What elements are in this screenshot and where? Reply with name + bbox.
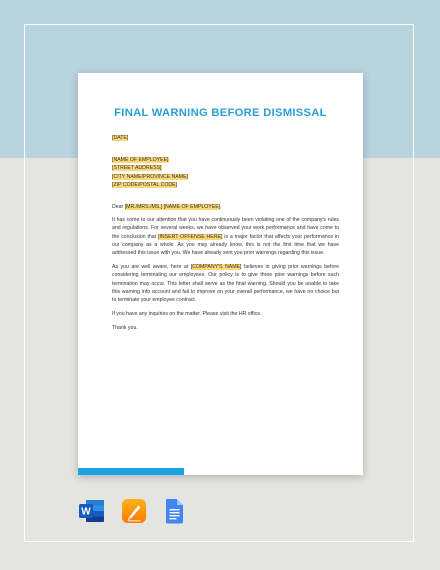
address-line bbox=[112, 173, 339, 181]
document-title: FINAL WARNING BEFORE DISMISSAL bbox=[114, 107, 327, 119]
paragraph-3: If you have any inquiries on the matter. Please visit the HR office. bbox=[112, 311, 262, 318]
closing: Thank you. bbox=[112, 325, 138, 332]
p2-text-b: believes in giving prior warnings before considering terminating our employees. Our policy is to give three prior warnings before such termination may occur. This letter shall serve as the final warning. Should you be unable to take this warning into account and fail to improve on your overall performance, we have no choice but to terminate your employee contract. bbox=[112, 264, 339, 304]
word-icon[interactable] bbox=[78, 497, 106, 525]
footer-accent-bar bbox=[78, 468, 184, 475]
salutation-suffix: , bbox=[220, 204, 222, 211]
p1-text-b: is a major factor that affects your performance in our company as a whole. As you may already know, this is not the first time that we have addressed this issue with you. We have already sent you prior warnings regarding this issue. bbox=[112, 233, 339, 257]
p1-highlight: [INSERT OFFENSE HERE] bbox=[158, 233, 223, 240]
address-line bbox=[112, 156, 339, 164]
address-line bbox=[112, 181, 339, 189]
address-zip: [ZIP CODE/POSTAL CODE] bbox=[112, 181, 178, 188]
google-docs-icon[interactable] bbox=[160, 497, 188, 525]
paragraph-2 bbox=[112, 263, 339, 304]
pages-icon[interactable] bbox=[120, 497, 148, 525]
p2-highlight: [COMPANY'S NAME] bbox=[190, 264, 242, 271]
date-placeholder: [DATE] bbox=[112, 135, 129, 141]
salutation-name: [MR./MRS./MS.] [NAME OF EMPLOYEE] bbox=[124, 204, 221, 211]
address-block bbox=[112, 156, 339, 189]
paragraph-1 bbox=[112, 216, 339, 257]
document-page bbox=[78, 73, 363, 475]
p2-text-a: As you are well aware, here at bbox=[112, 264, 191, 271]
address-city: [CITY NAME/PROVINCE NAME] bbox=[112, 173, 188, 180]
address-name: [NAME OF EMPLOYEE] bbox=[112, 157, 169, 164]
address-street: [STREET ADDRESS] bbox=[112, 165, 162, 172]
address-line bbox=[112, 164, 339, 172]
salutation bbox=[112, 203, 339, 211]
svg-text:W: W bbox=[81, 506, 91, 518]
date-line bbox=[112, 134, 339, 142]
salutation-prefix: Dear bbox=[112, 204, 125, 211]
p1-text-a: It has come to our attention that you have continuously been violating one of the company's rules and regulations. For several weeks, we have observed your work performance and have come to the conclusion that bbox=[112, 217, 339, 240]
